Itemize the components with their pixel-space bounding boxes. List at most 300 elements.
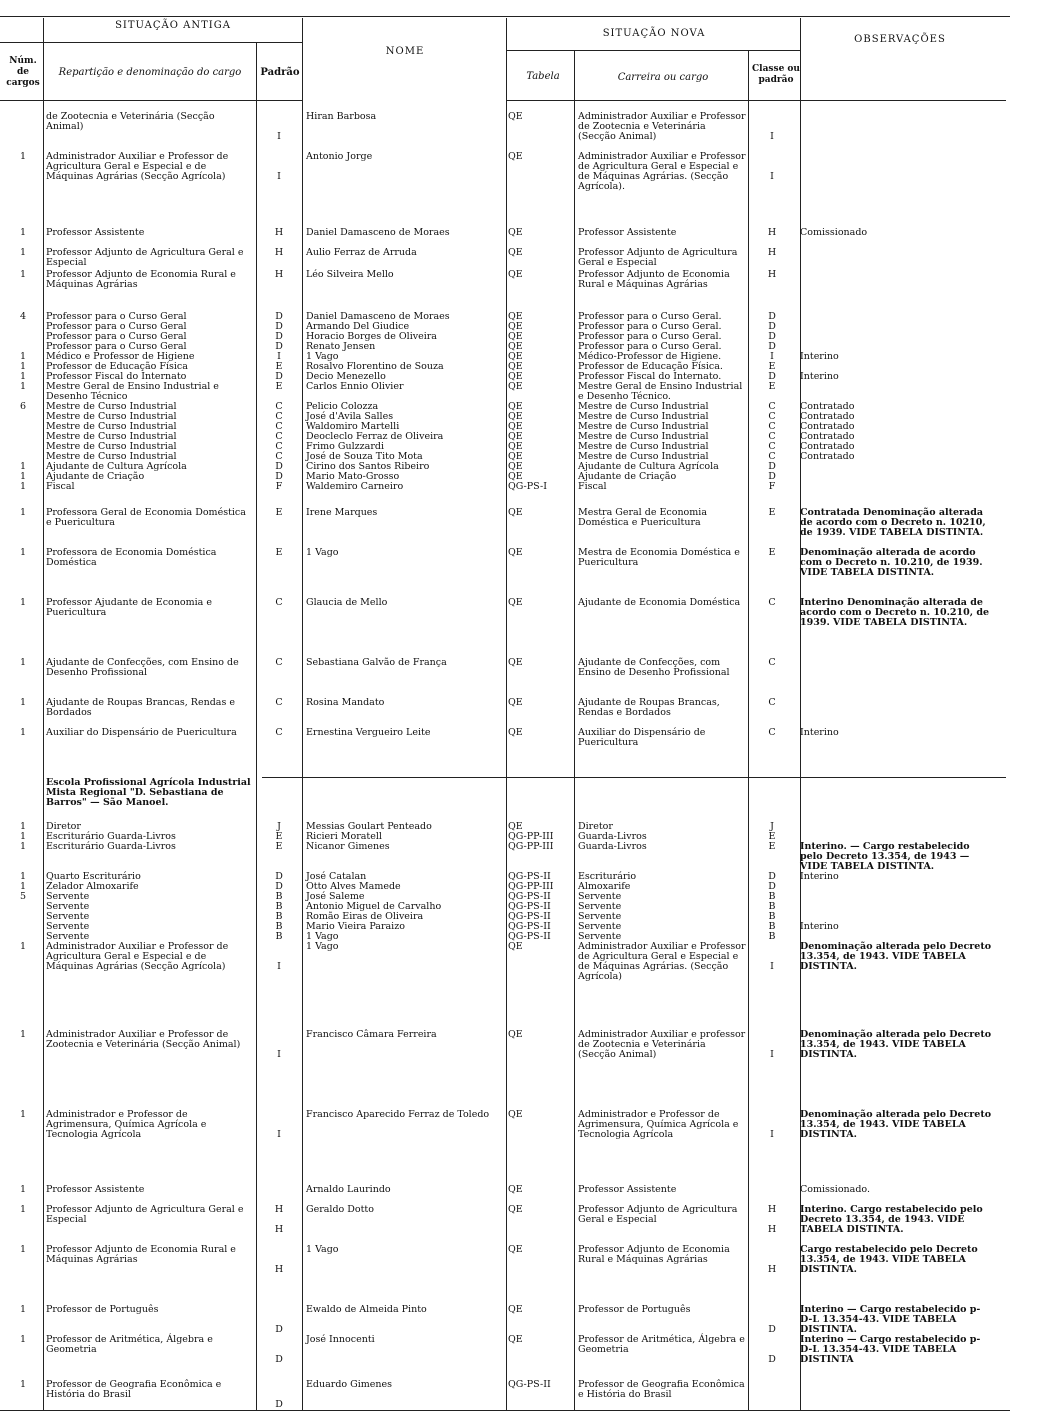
cell-nome: 1 Vago (306, 941, 339, 952)
cell-cls: E (768, 507, 776, 518)
cell-pad: B (275, 891, 283, 902)
cell-cls: F (768, 481, 776, 492)
cell-rep: Ajudante de Roupas Brancas, Rendas e Bordados (46, 697, 235, 718)
cell-car: Professor de Geografia Econômica e História do Brasil (578, 1379, 745, 1400)
cell-rep: Professor de Geografia Econômica e História do Brasil (46, 1379, 222, 1400)
cell-obs: Comissionado (800, 227, 868, 238)
cell-num: 1 (19, 1029, 27, 1040)
cell-pad: E (275, 507, 283, 518)
cell-nome: Pelicio Colozza (306, 401, 379, 412)
cell-obs: Contratado (800, 431, 855, 442)
cell-num: 5 (19, 891, 27, 902)
cell-nome: Otto Alves Mamede (306, 881, 401, 892)
cell-tab: QE (508, 451, 523, 462)
cell-num: 1 (19, 1304, 27, 1315)
cell-nome: Ernestina Vergueiro Leite (306, 727, 431, 738)
cell-nome: Daniel Damasceno de Moraes (306, 227, 450, 238)
cell-nome: Mario Vieira Paraizo (306, 921, 405, 932)
cell-rep: Professor Assistente (46, 227, 145, 238)
cell-car: Professor Fiscal do Internato. (578, 371, 722, 382)
cell-pad: D (275, 871, 283, 882)
cell-tab: QG-PS-I (508, 481, 547, 492)
cell-car: Servente (578, 901, 622, 912)
cell-car: Servente (578, 891, 622, 902)
cell-tab: QE (508, 597, 523, 608)
cell-car: Administrador e Professor de Agrimensura, Química Agrícola e Tecnologia Agrícola (578, 1109, 739, 1140)
cell-pad: H (274, 247, 284, 258)
cell-cls: B (768, 891, 776, 902)
cell-pad: E (275, 381, 283, 392)
cell-rep: Professor para o Curso Geral (46, 341, 187, 352)
cell-car: Professor de Aritmética, Álgebra e Geometria (578, 1334, 745, 1355)
cell-car: Professor Adjunto de Economia Rural e Máquinas Agrárias (578, 269, 730, 290)
cell-tab: QE (508, 821, 523, 832)
cell-num: 1 (19, 821, 27, 832)
cell-rep: Professor de Aritmética, Álgebra e Geometria (46, 1334, 213, 1355)
cell-car: Professor Adjunto de Agricultura Geral e Especial (578, 1204, 738, 1225)
cell-nome: Hiran Barbosa (306, 111, 377, 122)
cell-num: 1 (19, 841, 27, 852)
cell-rep: Mestre de Curso Industrial (46, 421, 177, 432)
cell-cls: C (768, 411, 776, 422)
cell-nome: Rosalvo Florentino de Souza (306, 361, 444, 372)
cell-nome: Waldomiro Martelli (306, 421, 400, 432)
cell-tab: QE (508, 547, 523, 558)
cell-car: Professor para o Curso Geral. (578, 341, 722, 352)
cell-rep: Zelador Almoxarife (46, 881, 139, 892)
cell-pad: I (277, 961, 281, 972)
cell-nome: Sebastiana Galvão de França (306, 657, 447, 668)
cell-pad: D (275, 311, 283, 322)
cell-rep: Professor para o Curso Geral (46, 321, 187, 332)
cell-cls: C (768, 597, 776, 608)
cell-pad: C (275, 431, 283, 442)
cell-tab: QE (508, 311, 523, 322)
cell-cls: B (768, 911, 776, 922)
cell-rep: Professor Adjunto de Agricultura Geral e Especial (46, 1204, 244, 1225)
header-reparticao: Repartição e denominação do cargo (58, 67, 242, 78)
header-carreira: Carreira ou cargo (617, 72, 709, 83)
cell-tab: QE (508, 507, 523, 518)
cell-tab: QE (508, 401, 523, 412)
cell-pad: C (275, 657, 283, 668)
cell-cls: D (768, 461, 776, 472)
cell-num: 6 (19, 401, 27, 412)
cell-rep: Administrador Auxiliar e Professor de Agricultura Geral e Especial e de Máquinas Agrárias (Secção Agrícola) (46, 151, 229, 182)
cell-pad: I (277, 131, 281, 142)
cell-nome: José Catalan (306, 871, 367, 882)
cell-car: Professor de Educação Física. (578, 361, 723, 372)
cell-obs: Interino (800, 921, 839, 932)
cell-car: Guarda-Livros (578, 841, 647, 852)
cell-car: Auxiliar do Dispensário de Puericultura (578, 727, 706, 748)
cell-cls: D (768, 881, 776, 892)
cell-car: Mestre de Curso Industrial (578, 421, 709, 432)
cell-obs: Contratado (800, 421, 855, 432)
cell-cls: I (770, 131, 774, 142)
cell-rep: Administrador Auxiliar e Professor de Agricultura Geral e Especial e de Máquinas Agrárias (Secção Agrícola) (46, 941, 229, 972)
cell-tab: QG-PP-III (508, 841, 554, 852)
cell-tab: QE (508, 421, 523, 432)
cell-car: Mestre de Curso Industrial (578, 431, 709, 442)
cell-pad: D (275, 371, 283, 382)
cell-obs: Denominação alterada pelo Decreto 13.354, de 1943. VIDE TABELA DISTINTA. (800, 941, 992, 972)
cell-cls: H (767, 227, 777, 238)
cell-rep: Ajudante de Cultura Agrícola (46, 461, 187, 472)
cell-car: Médico-Professor de Higiene. (578, 351, 722, 362)
cell-tab: QE (508, 151, 523, 162)
cell-tab: QE (508, 1304, 523, 1315)
cell-cls: E (768, 831, 776, 842)
cell-rep: Ajudante de Criação (46, 471, 145, 482)
cell-tab: QG-PS-II (508, 891, 551, 902)
cell-car: Almoxarife (578, 881, 631, 892)
cell-cls: I (770, 961, 774, 972)
cell-cls: C (768, 401, 776, 412)
cell-obs: Interino (800, 371, 839, 382)
cell-nome: 1 Vago (306, 547, 339, 558)
header-num-cargos: Núm. de cargos (6, 56, 40, 88)
cell-cls: C (768, 441, 776, 452)
cell-nome: Romão Eiras de Oliveira (306, 911, 424, 922)
cell-rep: de Zootecnia e Veterinária (Secção Animal) (46, 111, 215, 132)
cell-num: 1 (19, 831, 27, 842)
header-padrao: Padrão (260, 67, 300, 78)
cell-num: 1 (19, 1334, 27, 1345)
cell-tab: QE (508, 941, 523, 952)
cell-car: Administrador Auxiliar e Professor de Agricultura Geral e Especial e de Máquinas Agrárias. (Secção Agrícola) (578, 941, 746, 982)
header-sub-rule-right (506, 50, 800, 51)
cell-rep: Professor Ajudante de Economia e Puericultura (46, 597, 212, 618)
cell-rep: Servente (46, 931, 90, 942)
cell-obs: Interino Denominação alterada de acordo com o Decreto n. 10.210, de 1939. VIDE TABELA DISTINTA. (800, 597, 990, 628)
cell-cls: I (770, 171, 774, 182)
cell-num: 1 (19, 1379, 27, 1390)
col-rule-2 (256, 42, 257, 1410)
cell-num: 1 (19, 1204, 27, 1215)
cell-car: Ajudante de Roupas Brancas, Rendas e Bordados (578, 697, 720, 718)
cell-obs: Interino. Cargo restabelecido pelo Decreto 13.354, de 1943. VIDE TABELA DISTINTA. (800, 1204, 983, 1235)
cell-tab: QE (508, 1109, 523, 1120)
cell-pad: D (275, 1399, 283, 1410)
bottom-rule (0, 1410, 1010, 1411)
cell-rep: Mestre de Curso Industrial (46, 441, 177, 452)
cell-car: Ajudante de Criação (578, 471, 677, 482)
cell-rep: Escriturário Guarda-Livros (46, 841, 176, 852)
cell-obs: Contratado (800, 411, 855, 422)
header-nome: NOME (385, 46, 425, 57)
cell-tab: QG-PS-II (508, 911, 551, 922)
cell-obs: Denominação alterada pelo Decreto 13.354, de 1943. VIDE TABELA DISTINTA. (800, 1109, 992, 1140)
cell-tab: QG-PS-II (508, 931, 551, 942)
cell-num: 1 (19, 871, 27, 882)
cell-cls: C (768, 727, 776, 738)
cell-pad: C (275, 411, 283, 422)
cell-pad: D (275, 461, 283, 472)
cell-pad: C (275, 451, 283, 462)
cell-num: 1 (19, 381, 27, 392)
cell-num: 1 (19, 657, 27, 668)
cell-rep: Professora Geral de Economia Doméstica e Puericultura (46, 507, 246, 528)
cell-tab: QE (508, 1184, 523, 1195)
cell-pad: C (275, 727, 283, 738)
cell-car: Ajudante de Economia Doméstica (578, 597, 741, 608)
cell-nome: Eduardo Gimenes (306, 1379, 393, 1390)
cell-tab: QE (508, 411, 523, 422)
cell-rep: Escriturário Guarda-Livros (46, 831, 176, 842)
cell-obs: Denominação alterada pelo Decreto 13.354, de 1943. VIDE TABELA DISTINTA. (800, 1029, 992, 1060)
header-observacoes: OBSERVAÇÕES (854, 34, 946, 45)
cell-rep: Professor Adjunto de Agricultura Geral e Especial (46, 247, 244, 268)
cell-tab: QE (508, 227, 523, 238)
cell-car: Servente (578, 921, 622, 932)
cell-cls: B (768, 921, 776, 932)
cell-pad: C (275, 697, 283, 708)
col-rule-4 (506, 18, 507, 1410)
cell-cls: D (768, 321, 776, 332)
cell-tab: QE (508, 1029, 523, 1040)
cell-pad: E (275, 841, 283, 852)
cell-num: 1 (19, 697, 27, 708)
cell-pad: C (275, 421, 283, 432)
cell-car: Professor Assistente (578, 1184, 677, 1195)
cell-tab: QE (508, 1334, 523, 1345)
cell-car: Diretor (578, 821, 613, 832)
cell-nome: Messias Goulart Penteado (306, 821, 432, 832)
col-rule-1 (43, 18, 44, 1410)
cell-rep: Servente (46, 901, 90, 912)
cell-tab: QG-PS-II (508, 1379, 551, 1390)
cell-pad: D (275, 1324, 283, 1335)
cell-cls: C (768, 431, 776, 442)
cell-cls: E (768, 841, 776, 852)
cell-pad: D (275, 471, 283, 482)
cell-nome: 1 Vago (306, 931, 339, 942)
cell-num: 1 (19, 269, 27, 280)
cell-pad: H (274, 1264, 284, 1275)
cell-num: 1 (19, 361, 27, 372)
cell-num: 1 (19, 471, 27, 482)
cell-rep: Professora de Economia Doméstica Doméstica (46, 547, 217, 568)
cell-pad: I (277, 171, 281, 182)
cell-num: 1 (19, 351, 27, 362)
cell-num: 1 (19, 727, 27, 738)
cell-car: Administrador Auxiliar e Professor de Zootecnia e Veterinária (Secção Animal) (578, 111, 746, 142)
cell-nome: Rosina Mandato (306, 697, 385, 708)
cell-nome: Horacio Borges de Oliveira (306, 331, 437, 342)
cell-nome: Léo Silveira Mello (306, 269, 394, 280)
cell-cls: H (767, 269, 777, 280)
cell-pad: D (275, 331, 283, 342)
cell-pad: D (275, 1354, 283, 1365)
cell-pad: E (275, 831, 283, 842)
cell-pad: E (275, 547, 283, 558)
cell-cls: H (767, 1264, 777, 1275)
header-situacao-antiga: SITUAÇÃO ANTIGA (115, 20, 231, 31)
cell-pad: D (275, 341, 283, 352)
cell-obs: Contratada Denominação alterada de acordo com o Decreto n. 10210, de 1939. VIDE TABELA DISTINTA. (800, 507, 986, 538)
cell-car: Professor para o Curso Geral. (578, 331, 722, 342)
cell-tab: QE (508, 431, 523, 442)
cell-pad: E (275, 361, 283, 372)
cell-obs: Interino (800, 351, 839, 362)
cell-tab: QG-PP-III (508, 881, 554, 892)
cell-car: Fiscal (578, 481, 607, 492)
cell-nome: Antonio Jorge (306, 151, 373, 162)
cell-pad: I (277, 1129, 281, 1140)
cell-tab: QE (508, 341, 523, 352)
header-classe: Classe ou padrão (752, 64, 800, 85)
cell-pad: B (275, 901, 283, 912)
cell-nome: Aulio Ferraz de Arruda (306, 247, 417, 258)
cell-obs: Interino (800, 871, 839, 882)
section-divider (262, 777, 1006, 778)
cell-num: 1 (19, 941, 27, 952)
cell-nome: Francisco Aparecido Ferraz de Toledo (306, 1109, 490, 1120)
cell-cls: E (768, 547, 776, 558)
cell-cls: D (768, 331, 776, 342)
cell-pad: J (277, 821, 281, 832)
cell-rep: Professor Fiscal do Internato (46, 371, 187, 382)
cell-obs: Cargo restabelecido pelo Decreto 13.354, de 1943. VIDE TABELA DISTINTA. (800, 1244, 978, 1275)
cell-rep: Mestre de Curso Industrial (46, 401, 177, 412)
cell-tab: QE (508, 331, 523, 342)
cell-tab: QE (508, 351, 523, 362)
cell-nome: José Innocenti (306, 1334, 375, 1345)
cell-pad: H (274, 1204, 284, 1215)
cell-cls: D (768, 471, 776, 482)
cell-nome: Decio Menezello (306, 371, 386, 382)
cell-car: Mestre de Curso Industrial (578, 401, 709, 412)
cell-nome: Frimo Gulzzardi (306, 441, 384, 452)
cell-nome: Cirino dos Santos Ribeiro (306, 461, 430, 472)
cell-nome: José d'Avila Salles (306, 411, 394, 422)
cell-obs: Comissionado. (800, 1184, 870, 1195)
cell-tab: QG-PS-II (508, 901, 551, 912)
cell-num: 1 (19, 151, 27, 162)
top-rule (0, 16, 1010, 17)
cell-rep: Mestre Geral de Ensino Industrial e Desenho Técnico (46, 381, 219, 402)
cell-rep: Mestre de Curso Industrial (46, 411, 177, 422)
col-rule-3 (302, 18, 303, 1410)
cell-obs: Denominação alterada de acordo com o Decreto n. 10.210, de 1939. VIDE TABELA DISTINTA. (800, 547, 983, 578)
cell-pad: F (275, 481, 283, 492)
cell-car: Mestre de Curso Industrial (578, 451, 709, 462)
cell-car: Ajudante de Cultura Agrícola (578, 461, 719, 472)
cell-cls: D (768, 371, 776, 382)
cell-cls: I (770, 351, 774, 362)
cell-cls: H (767, 247, 777, 258)
cell-nome: Antonio Miguel de Carvalho (306, 901, 442, 912)
cell-obs: Contratado (800, 441, 855, 452)
cell-car: Mestra de Economia Doméstica e Puericultura (578, 547, 740, 568)
cell-car: Mestre de Curso Industrial (578, 441, 709, 452)
cell-rep: Professor de Português (46, 1304, 159, 1315)
cell-car: Professor de Português (578, 1304, 691, 1315)
cell-rep: Fiscal (46, 481, 75, 492)
cell-nome: José de Souza Tito Mota (306, 451, 423, 462)
cell-rep: Auxiliar do Dispensário de Puericultura (46, 727, 237, 738)
cell-tab: QE (508, 111, 523, 122)
cell-cls: B (768, 901, 776, 912)
cell-nome: Nicanor Gimenes (306, 841, 390, 852)
cell-cls: J (770, 821, 774, 832)
cell-rep: Administrador e Professor de Agrimensura, Química Agrícola e Tecnologia Agrícola (46, 1109, 207, 1140)
cell-nome: Ricieri Moratell (306, 831, 382, 842)
cell-tab: QE (508, 247, 523, 258)
cell-pad: C (275, 597, 283, 608)
cell-obs: Contratado (800, 451, 855, 462)
cell-num: 1 (19, 1244, 27, 1255)
cell-num: 1 (19, 371, 27, 382)
cell-car: Administrador Auxiliar e professor de Zootecnia e Veterinária (Secção Animal) (578, 1029, 746, 1060)
cell-num: 1 (19, 547, 27, 558)
cell-car: Professor Assistente (578, 227, 677, 238)
cell-rep: Escola Profissional Agrícola Industrial Mista Regional "D. Sebastiana de Barros" — São Manoel. (46, 777, 251, 808)
cell-car: Servente (578, 931, 622, 942)
cell-cls: C (768, 421, 776, 432)
cell-num: 1 (19, 597, 27, 608)
cell-tab: QE (508, 441, 523, 452)
cell-cls: D (768, 1354, 776, 1365)
cell-pad: I (277, 351, 281, 362)
cell-num: 1 (19, 1184, 27, 1195)
cell-nome: Arnaldo Laurindo (306, 1184, 391, 1195)
cell-cls: D (768, 871, 776, 882)
cell-tab: QE (508, 697, 523, 708)
cell-nome: Glaucia de Mello (306, 597, 388, 608)
col-rule-5 (574, 50, 575, 1410)
header-bottom-rule-right (506, 100, 1006, 101)
cell-tab: QE (508, 657, 523, 668)
cell-rep: Quarto Escriturário (46, 871, 141, 882)
cell-pad: H (274, 1224, 284, 1235)
cell-nome: Mario Mato-Grosso (306, 471, 400, 482)
cell-num: 1 (19, 507, 27, 518)
cell-rep: Ajudante de Confecções, com Ensino de Desenho Profissional (46, 657, 239, 678)
cell-nome: José Saleme (306, 891, 365, 902)
cell-cls: C (768, 657, 776, 668)
cell-rep: Professor para o Curso Geral (46, 331, 187, 342)
cell-nome: Daniel Damasceno de Moraes (306, 311, 450, 322)
cell-obs: Interino — Cargo restabelecido p-D-L 13.354-43. VIDE TABELA DISTINTA (800, 1334, 981, 1365)
cell-car: Mestra Geral de Economia Doméstica e Puericultura (578, 507, 707, 528)
cell-car: Professor para o Curso Geral. (578, 311, 722, 322)
cell-num: 1 (19, 481, 27, 492)
cell-cls: B (768, 931, 776, 942)
cell-cls: I (770, 1129, 774, 1140)
cell-nome: Waldemiro Carneiro (306, 481, 404, 492)
cell-tab: QE (508, 269, 523, 280)
cell-pad: H (274, 227, 284, 238)
cell-car: Mestre Geral de Ensino Industrial e Desenho Técnico. (578, 381, 743, 402)
cell-cls: D (768, 311, 776, 322)
cell-num: 1 (19, 247, 27, 258)
cell-tab: QG-PP-III (508, 831, 554, 842)
cell-pad: D (275, 321, 283, 332)
cell-tab: QE (508, 371, 523, 382)
cell-rep: Professor de Educação Física (46, 361, 188, 372)
cell-rep: Professor Adjunto de Economia Rural e Máquinas Agrárias (46, 269, 236, 290)
cell-cls: H (767, 1204, 777, 1215)
cell-tab: QG-PS-II (508, 921, 551, 932)
cell-car: Administrador Auxiliar e Professor de Agricultura Geral e Especial e de Máquinas Agrárias. (Secção Agrícola). (578, 151, 746, 192)
cell-cls: E (768, 361, 776, 372)
cell-obs: Interino. — Cargo restabelecido pelo Decreto 13.354, de 1943 — VIDE TABELA DISTINTA. (800, 841, 970, 872)
cell-rep: Mestre de Curso Industrial (46, 431, 177, 442)
cell-num: 1 (19, 227, 27, 238)
cell-nome: Irene Marques (306, 507, 378, 518)
